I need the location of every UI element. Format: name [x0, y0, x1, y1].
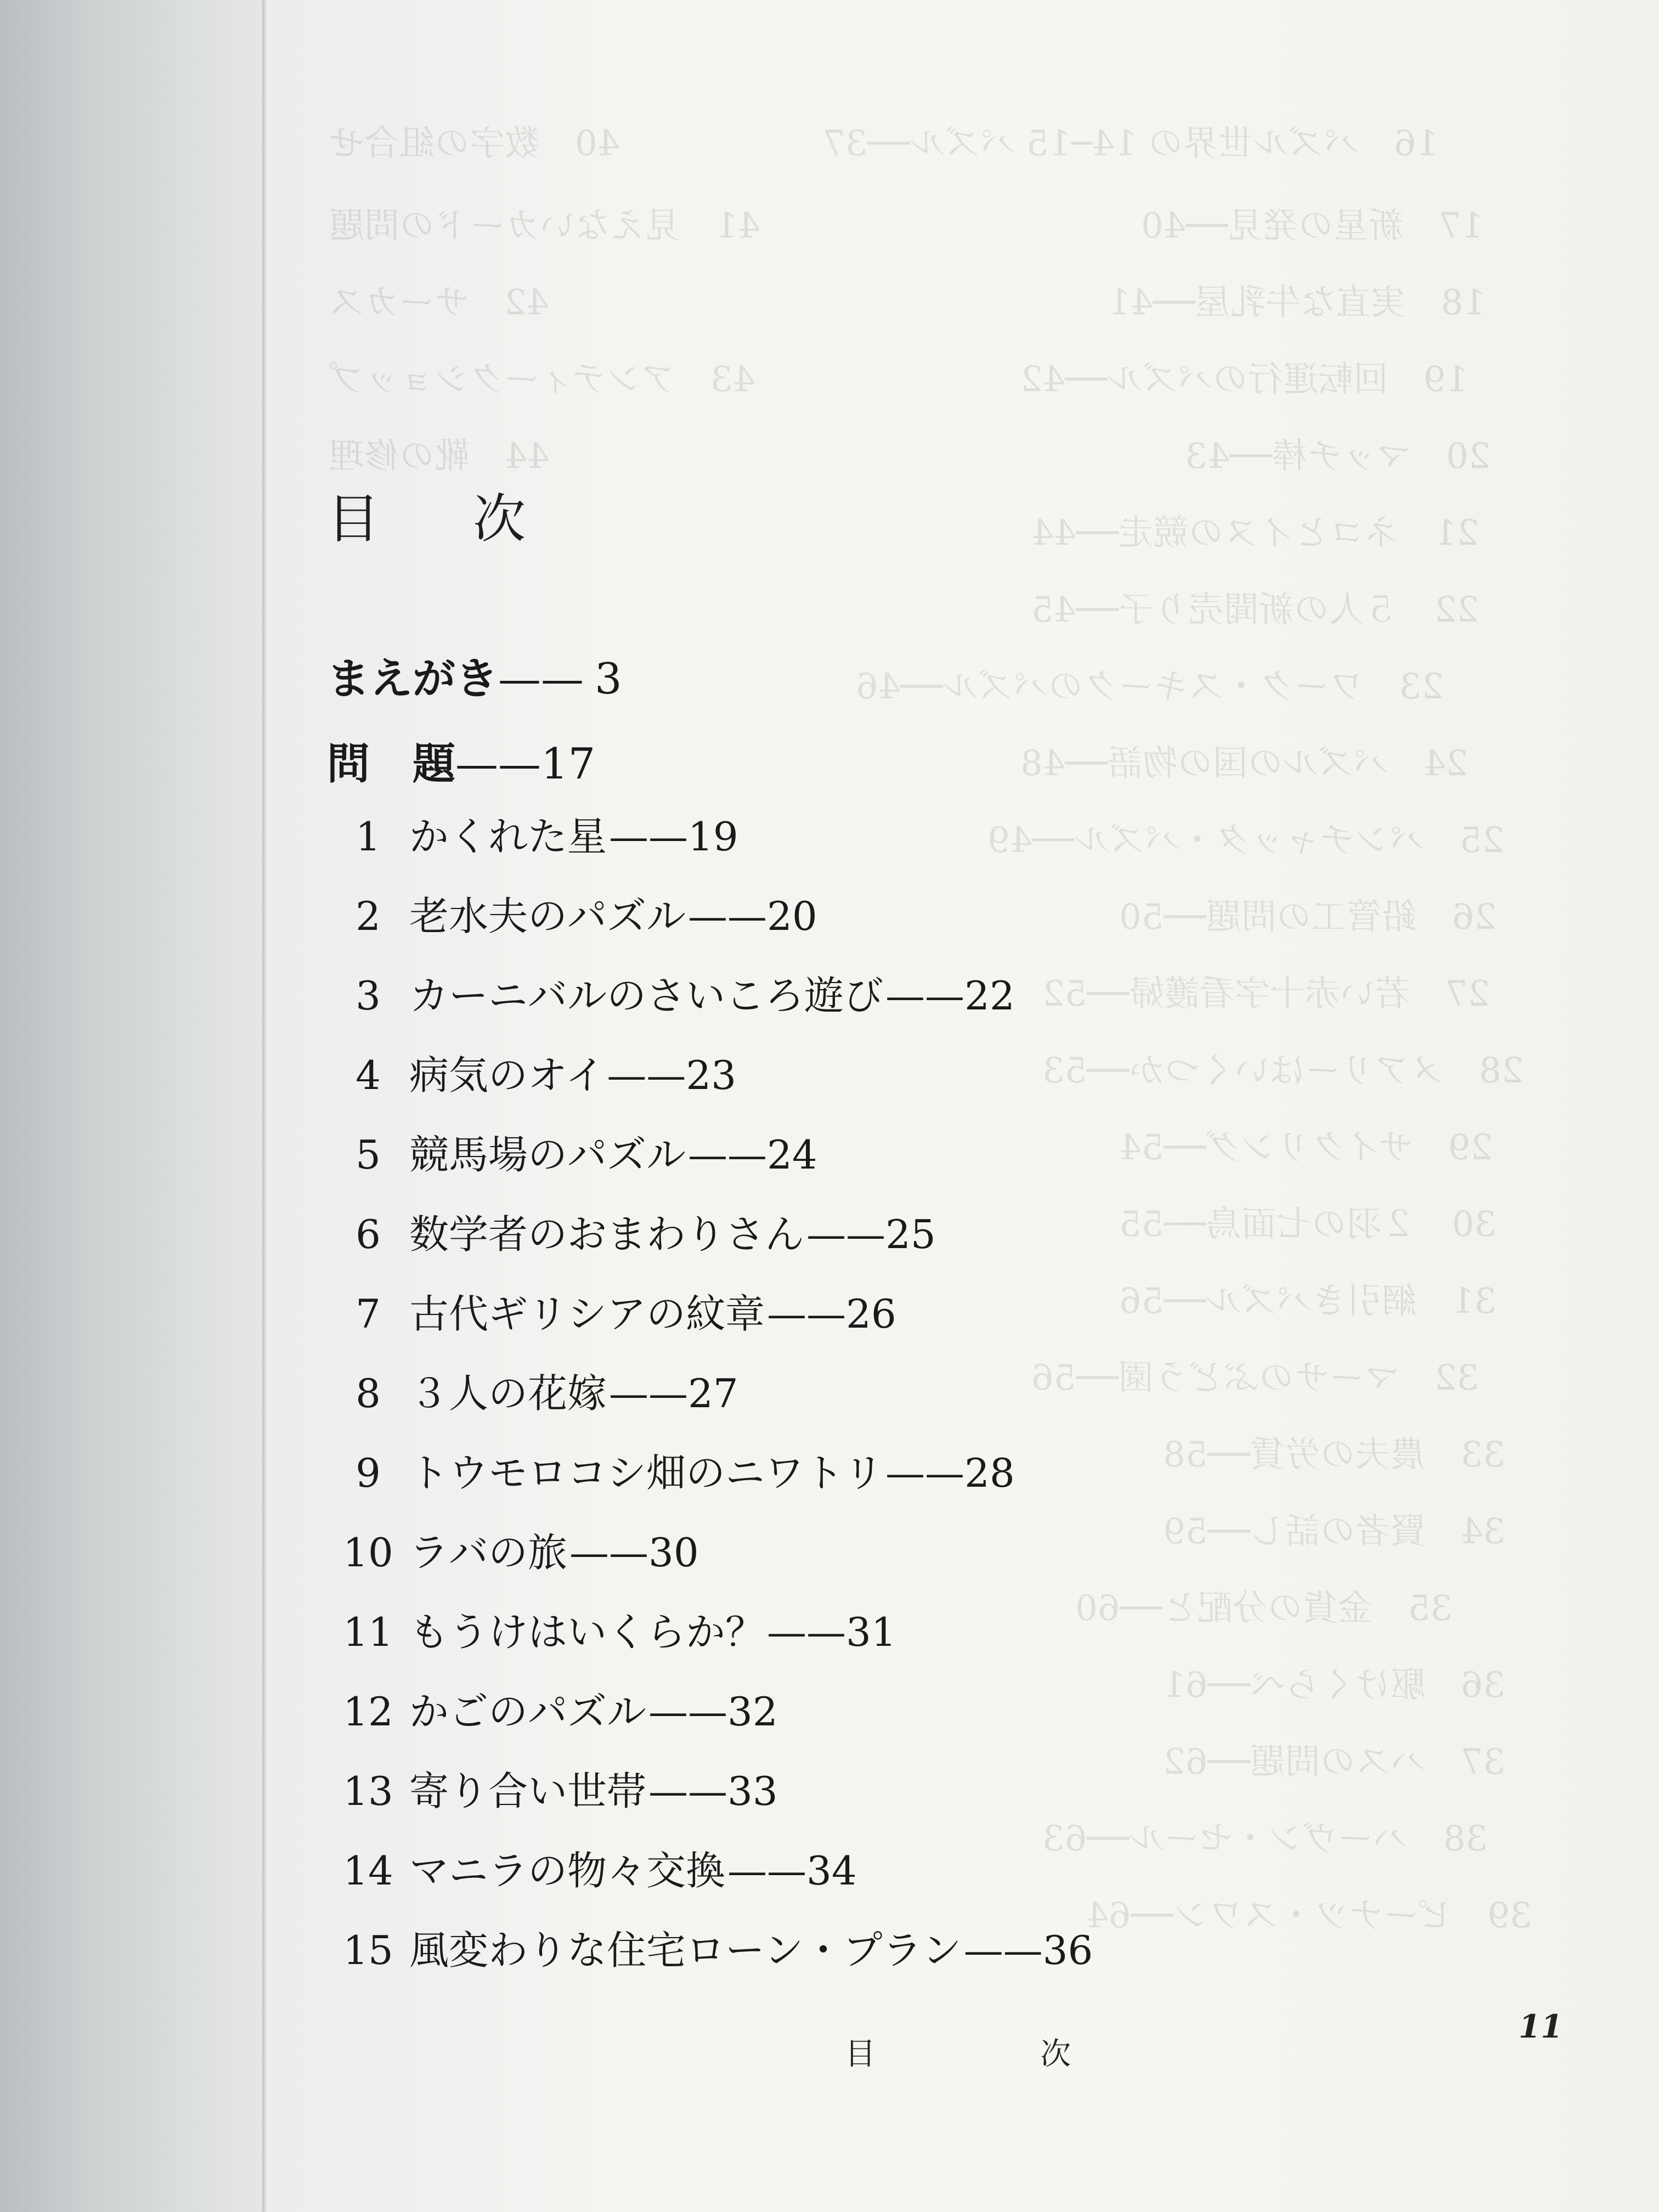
entry-title: 古代ギリシアの紋章 [409, 1291, 765, 1337]
entry-sep: —— [648, 1768, 728, 1814]
toc-intro-label: 問 題 [327, 739, 456, 789]
entry-number: 2 [356, 893, 381, 939]
entry-sep: —— [767, 1609, 847, 1655]
entry-sep: —— [963, 1927, 1043, 1973]
entry-title: 病気のオイ [409, 1052, 605, 1098]
entry-number: 10 [343, 1530, 393, 1576]
toc-intro-label: まえがき [327, 654, 499, 704]
entry-title: ラバの旅 [409, 1530, 568, 1576]
toc-entry [327, 812, 738, 861]
page-number: 11 [1519, 2008, 1563, 2045]
entry-page: 22 [964, 973, 1015, 1019]
entry-sep: —— [885, 1450, 965, 1496]
entry-sep: —— [688, 893, 768, 939]
entry-title: 老水夫のパズル [409, 893, 686, 939]
entry-sep: —— [648, 1689, 728, 1735]
entry-sep: —— [569, 1530, 649, 1576]
page-title: 目次 [327, 488, 619, 550]
entry-page: 23 [686, 1052, 737, 1098]
entry-number: 3 [356, 973, 381, 1019]
entry-title: マニラの物々交換 [409, 1848, 726, 1894]
entry-sep: —— [806, 1211, 886, 1257]
entry-page: 33 [727, 1768, 778, 1814]
toc-intro-problems [327, 730, 595, 791]
entry-sep: —— [885, 973, 965, 1019]
entry-sep: —— [767, 1291, 847, 1337]
entry-page: 25 [885, 1211, 936, 1257]
toc-intro-preface [327, 645, 622, 706]
toc-entry [327, 1448, 1015, 1498]
entry-number: 11 [343, 1609, 393, 1655]
entry-page: 19 [688, 814, 738, 860]
toc-entry [327, 891, 817, 941]
entry-page: 27 [688, 1370, 738, 1417]
entry-page: 34 [806, 1848, 857, 1894]
toc-entry [327, 1528, 699, 1577]
entry-title: 競馬場のパズル [409, 1132, 686, 1178]
entry-number: 1 [356, 814, 381, 860]
entry-title: トウモロコシ畑のニワトリ [409, 1450, 884, 1496]
entry-page: 31 [846, 1609, 896, 1655]
entry-page: 36 [1042, 1927, 1093, 1973]
toc-entry [327, 1369, 738, 1418]
toc-entry [327, 1130, 817, 1180]
running-footer: 目次 [845, 2036, 1235, 2072]
toc-entry [327, 1926, 1093, 1975]
entry-title: 風変わりな住宅ローン・プラン [409, 1927, 962, 1973]
toc-intro-page: 17 [541, 740, 596, 789]
toc-entry [327, 1051, 736, 1100]
entry-title: ３人の花嫁 [409, 1370, 607, 1417]
entry-sep: —— [607, 1052, 686, 1098]
toc-entry [327, 1289, 896, 1339]
toc-entry [327, 1687, 778, 1736]
entry-sep: —— [609, 1370, 689, 1417]
entry-number: 12 [343, 1689, 393, 1735]
entry-number: 4 [356, 1052, 381, 1098]
entry-number: 15 [343, 1927, 393, 1973]
entry-number: 7 [356, 1291, 381, 1337]
entry-page: 30 [648, 1530, 699, 1576]
entry-number: 8 [356, 1370, 381, 1417]
entry-page: 20 [767, 893, 817, 939]
toc-intro-sep: —— [455, 740, 541, 789]
toc-entry [327, 971, 1015, 1020]
entry-number: 9 [356, 1450, 381, 1496]
entry-page: 28 [964, 1450, 1015, 1496]
toc-entry [327, 1210, 936, 1259]
toc-entry [327, 1846, 857, 1895]
entry-number: 6 [356, 1211, 381, 1257]
entry-page: 26 [846, 1291, 896, 1337]
entry-title: かごのパズル [409, 1689, 647, 1735]
entry-title: カーニバルのさいころ遊び [409, 973, 884, 1019]
entry-number: 14 [343, 1848, 393, 1894]
entry-title: 寄り合い世帯 [409, 1768, 647, 1814]
book-spine-shadow [0, 0, 274, 2212]
entry-sep: —— [727, 1848, 807, 1894]
entry-page: 24 [767, 1132, 817, 1178]
entry-sep: —— [609, 814, 689, 860]
gutter [262, 0, 267, 2212]
entry-title: もうけはいくらか？ [409, 1609, 765, 1655]
entry-page: 32 [727, 1689, 778, 1735]
toc-entry [327, 1767, 778, 1816]
toc-intro-sep: —— [498, 654, 584, 704]
toc-intro-page: 3 [595, 654, 622, 704]
entry-number: 5 [356, 1132, 381, 1178]
entry-title: かくれた星 [409, 814, 607, 860]
entry-sep: —— [688, 1132, 768, 1178]
entry-title: 数学者のおまわりさん [409, 1211, 805, 1257]
entry-number: 13 [343, 1768, 393, 1814]
toc-entry [327, 1607, 896, 1657]
